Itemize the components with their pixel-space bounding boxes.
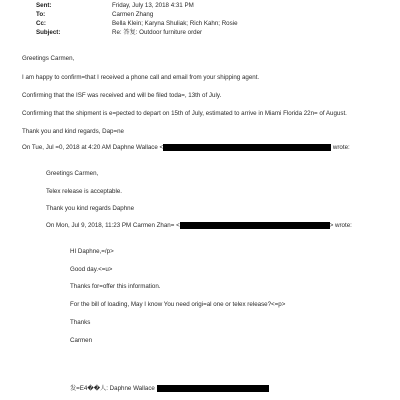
message2-quote-line bbox=[46, 222, 352, 230]
redacted-email bbox=[157, 385, 269, 392]
message1-greeting: Greetings Carmen, bbox=[22, 55, 75, 62]
message1-quote-suffix: wrote: bbox=[332, 144, 350, 152]
message1-sign: Thank you and kind regards, Dap=ne bbox=[22, 128, 124, 135]
message3-para2: Thanks for=offer this information. bbox=[70, 283, 161, 290]
message1-quote-prefix: On Tue, Jul =0, 2018 at 4:20 AM Daphne Wallace < bbox=[22, 144, 164, 152]
cc-label: Cc: bbox=[36, 20, 46, 27]
message2-greeting: Greetings Carmen, bbox=[46, 170, 99, 177]
message3-name: Carmen bbox=[70, 337, 93, 344]
message1-para1: I am happy to confirm=that I received a phone call and email from your shipping agent. bbox=[22, 74, 260, 81]
message2-quote-suffix: > wrote: bbox=[329, 222, 352, 230]
message3-thanks: Thanks bbox=[70, 319, 91, 326]
redacted-email bbox=[180, 222, 330, 229]
to-value: Carmen Zhang bbox=[112, 11, 154, 18]
to-label: To: bbox=[36, 11, 46, 18]
sent-value: Friday, July 13, 2018 4:31 PM bbox=[112, 2, 194, 9]
footer-from-line bbox=[70, 385, 269, 393]
redacted-email bbox=[163, 144, 331, 151]
message3-para3: For the bill of loading, May I know You need origi=al one or telex release?<=p> bbox=[70, 301, 286, 308]
message3-greeting: HI Daphne,=/p> bbox=[70, 248, 114, 255]
message2-para1: Telex release is acceptable. bbox=[46, 188, 123, 195]
message1-para3: Confirming that the shipment is e=pected to depart on 15th of July, estimated to arrive in Miami Florida 22n= of August. bbox=[22, 110, 347, 117]
message1-quote-line bbox=[22, 144, 350, 152]
message3-para1: Good day.<=u> bbox=[70, 266, 113, 273]
subject-label: Subject: bbox=[36, 29, 61, 36]
footer-from-text: 发=E4��人: Daphne Wallace bbox=[70, 385, 155, 393]
message2-sign: Thank you kind regards Daphne bbox=[46, 205, 135, 212]
message1-para2: Confirming that the ISF was received and will be filed toda=, 13th of July. bbox=[22, 92, 222, 99]
subject-value: Re: 答复: Outdoor furniture order bbox=[112, 29, 203, 36]
message2-quote-prefix: On Mon, Jul 9, 2018, 11:23 PM Carmen Zhan= < bbox=[46, 222, 180, 230]
cc-value: Bella Klein; Karyna Shuliak; Rich Kahn; Rosie bbox=[112, 20, 238, 27]
sent-label: Sent: bbox=[36, 2, 52, 9]
